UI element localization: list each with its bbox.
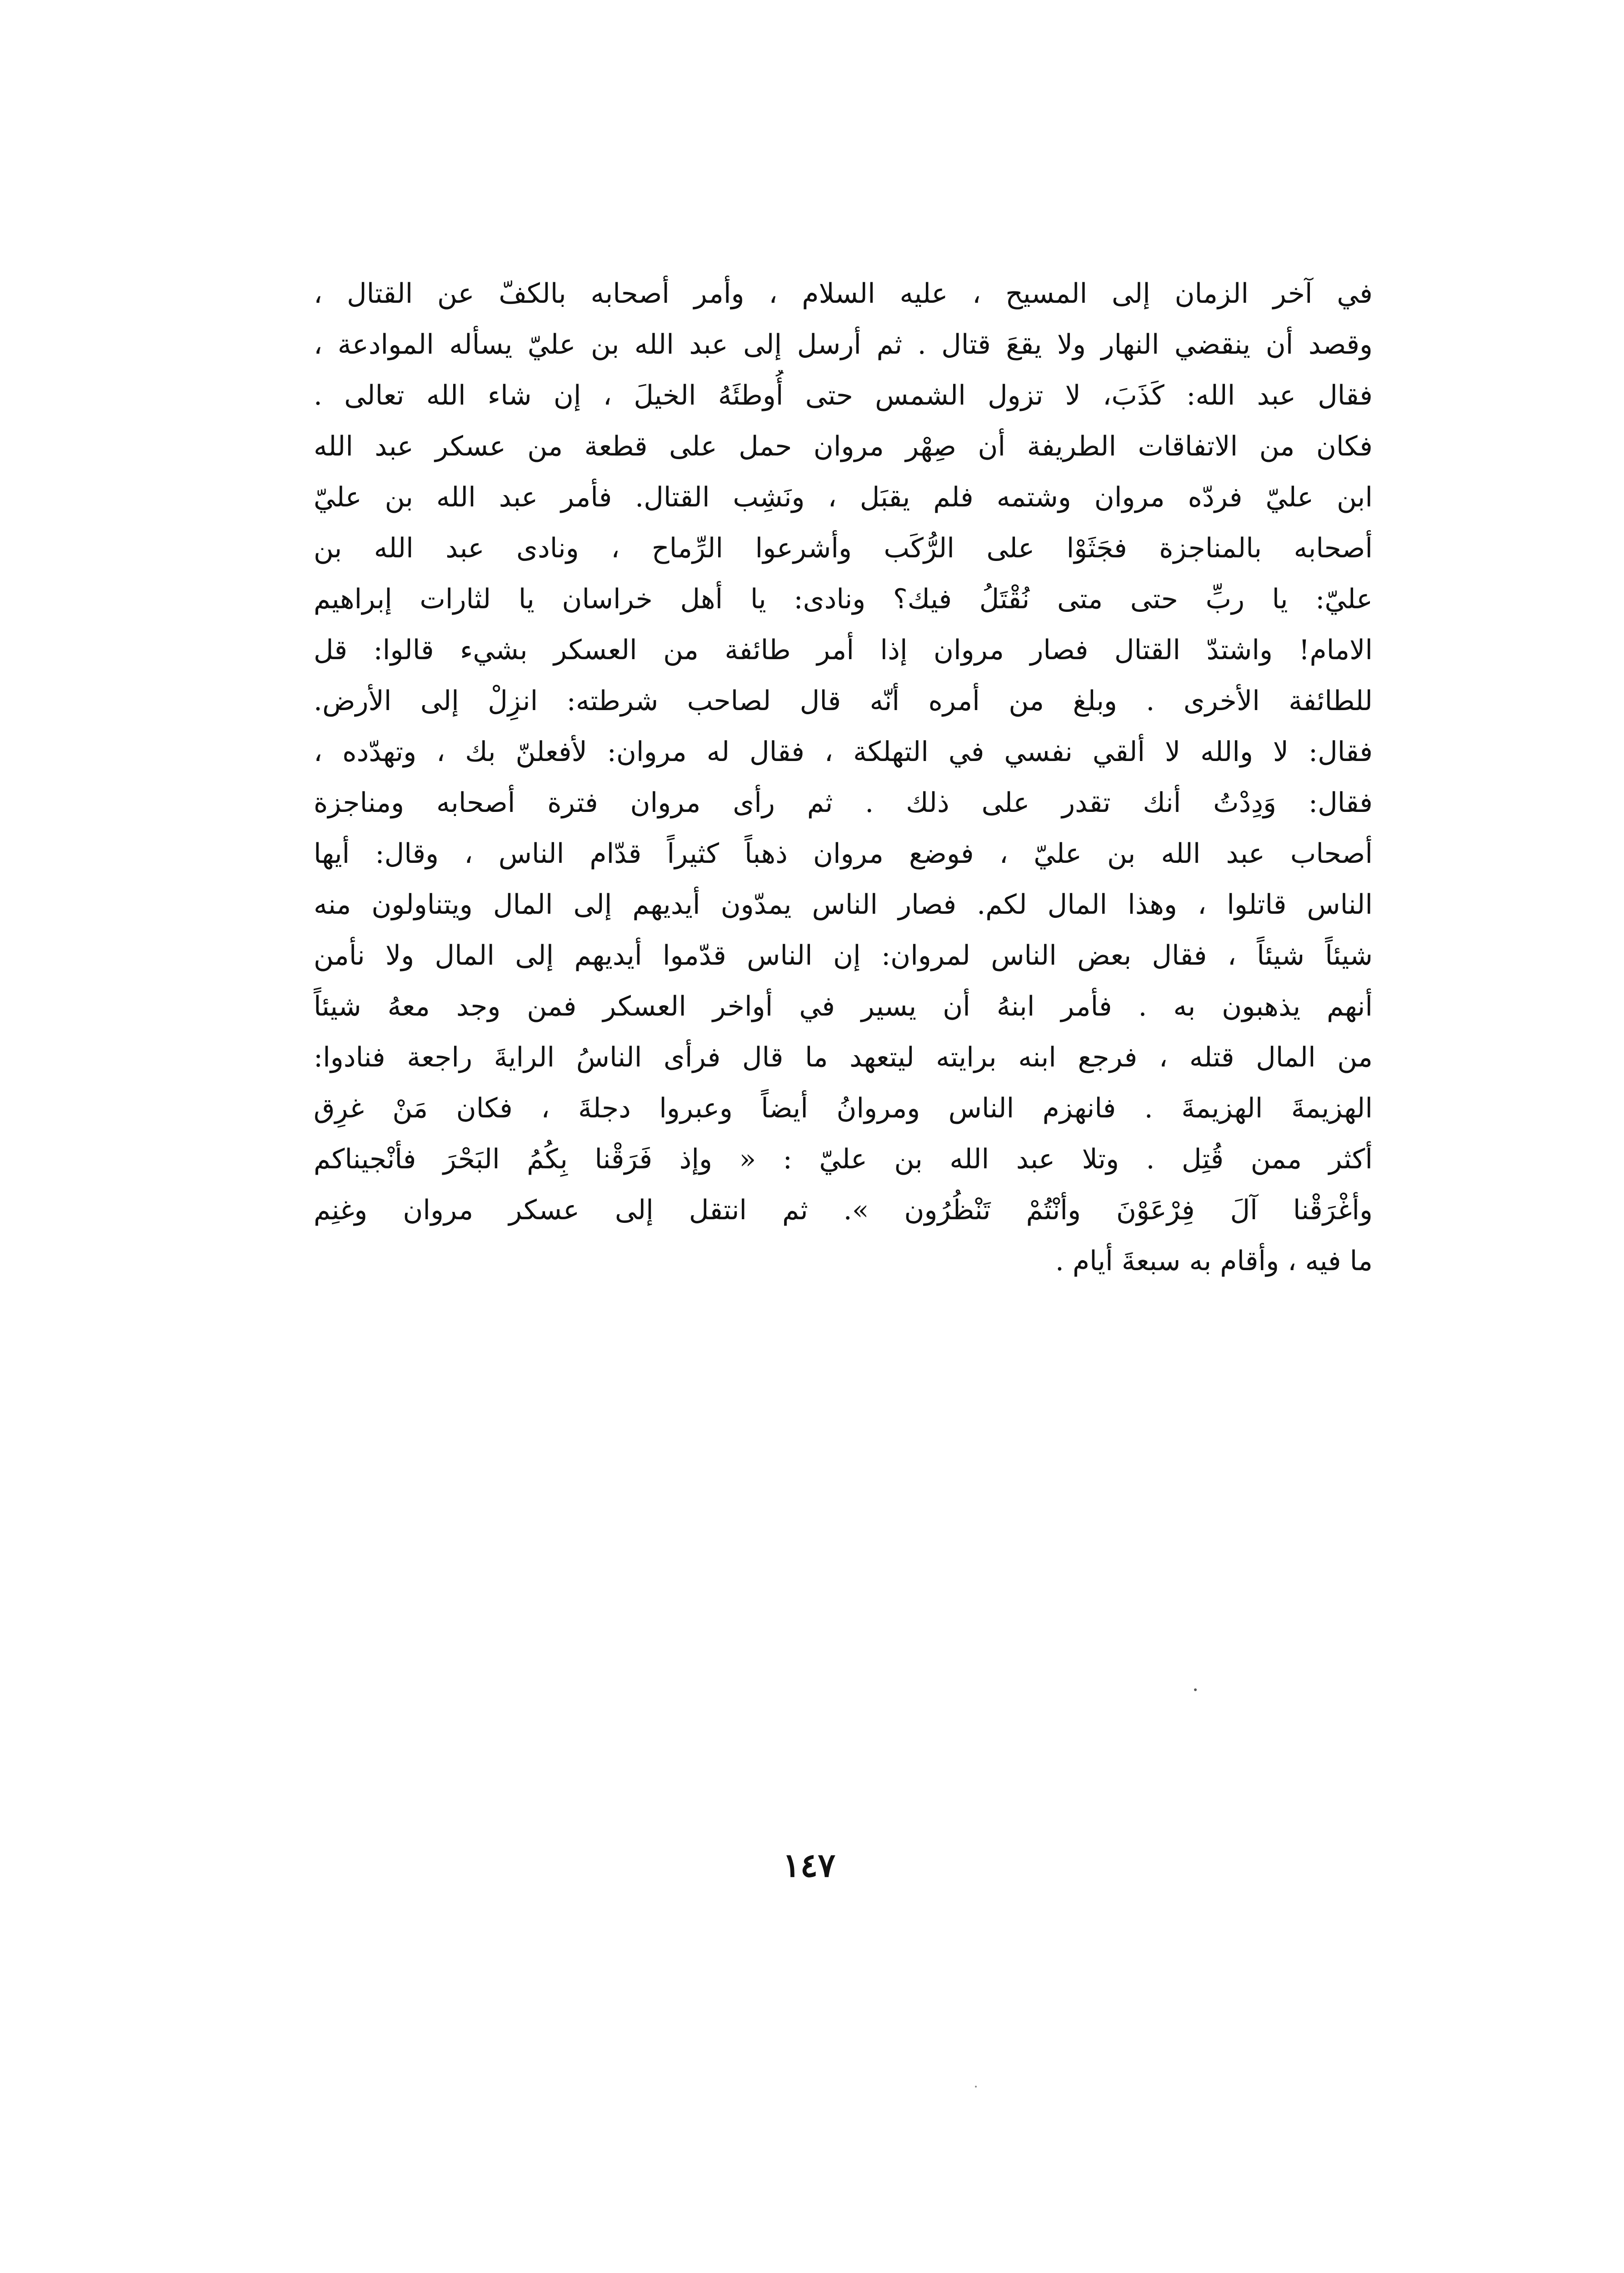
page-number: ١٤٧ xyxy=(782,1846,835,1884)
text-line: شيئاً شيئاً ، فقال بعض الناس لمروان: إن الناس قدّموا أيديهم إلى المال ولا نأمن xyxy=(314,940,1373,971)
text-line: فقال عبد الله: كَذَبَ، لا تزول الشمس حتى أُوطئَهُ الخيلَ ، إن شاء الله تعالى . xyxy=(314,380,1373,411)
text-line: أكثر ممن قُتِل . وتلا عبد الله بن عليّ : « وإذ فَرَقْنا بِكُمُ البَحْرَ فأنْجيناكم xyxy=(314,1143,1373,1175)
text-line: ابن عليّ فردّه مروان وشتمه فلم يقبَل ، ونَشِب القتال. فأمر عبد الله بن عليّ xyxy=(314,481,1373,513)
text-line: أصحاب عبد الله بن عليّ ، فوضع مروان ذهباً كثيراً قدّام الناس ، وقال: أيها xyxy=(314,838,1373,870)
ink-speck xyxy=(975,2086,977,2088)
text-line: الهزيمةَ الهزيمةَ . فانهزم الناس ومروانُ أيضاً وعبروا دجلةَ ، فكان مَنْ غرِق xyxy=(314,1092,1373,1124)
text-line: ما فيه ، وأقام به سبعةَ أيام . xyxy=(1055,1245,1373,1277)
text-line: فقال: وَدِدْتُ أنك تقدر على ذلك . ثم رأى مروان فترة أصحابه ومناجزة xyxy=(314,787,1373,819)
text-line: من المال قتله ، فرجع ابنه برايته ليتعهد ما قال فرأى الناسُ الرايةَ راجعة فنادوا: xyxy=(314,1041,1373,1073)
text-line: في آخر الزمان إلى المسيح ، عليه السلام ، وأمر أصحابه بالكفّ عن القتال ، xyxy=(314,278,1373,310)
text-line: فقال: لا والله لا ألقي نفسي في التهلكة ، فقال له مروان: لأفعلنّ بك ، وتهدّده ، xyxy=(314,736,1373,768)
text-line: وقصد أن ينقضي النهار ولا يقعَ قتال . ثم أرسل إلى عبد الله بن عليّ يسأله الموادعة ، xyxy=(314,329,1373,360)
text-line: أصحابه بالمناجزة فجَثَوْا على الرُّكَب وأشرعوا الرِّماح ، ونادى عبد الله بن xyxy=(314,532,1373,564)
body-text xyxy=(314,268,1373,1287)
text-line: أنهم يذهبون به . فأمر ابنهُ أن يسير في أواخر العسكر فمن وجد معهُ شيئاً xyxy=(314,991,1373,1022)
text-line: فكان من الاتفاقات الطريفة أن صِهْر مروان حمل على قطعة من عسكر عبد الله xyxy=(314,431,1373,462)
text-line: الناس قاتلوا ، وهذا المال لكم. فصار الناس يمدّون أيديهم إلى المال ويتناولون منه xyxy=(314,889,1373,921)
text-line: الامام! واشتدّ القتال فصار مروان إذا أمر طائفة من العسكر بشيء قالوا: قل xyxy=(314,634,1373,666)
text-line: عليّ: يا ربِّ حتى متى نُقْتَلُ فيك؟ ونادى: يا أهل خراسان يا لثارات إبراهيم xyxy=(314,583,1373,615)
text-line: للطائفة الأخرى . وبلغ من أمره أنّه قال لصاحب شرطته: انزِلْ إلى الأرض. xyxy=(314,685,1373,717)
text-line: وأغْرَقْنا آلَ فِرْعَوْنَ وأنْتُمْ تَنْظُرُون ». ثم انتقل إلى عسكر مروان وغنِم xyxy=(314,1194,1373,1226)
ink-speck xyxy=(1194,1688,1197,1691)
